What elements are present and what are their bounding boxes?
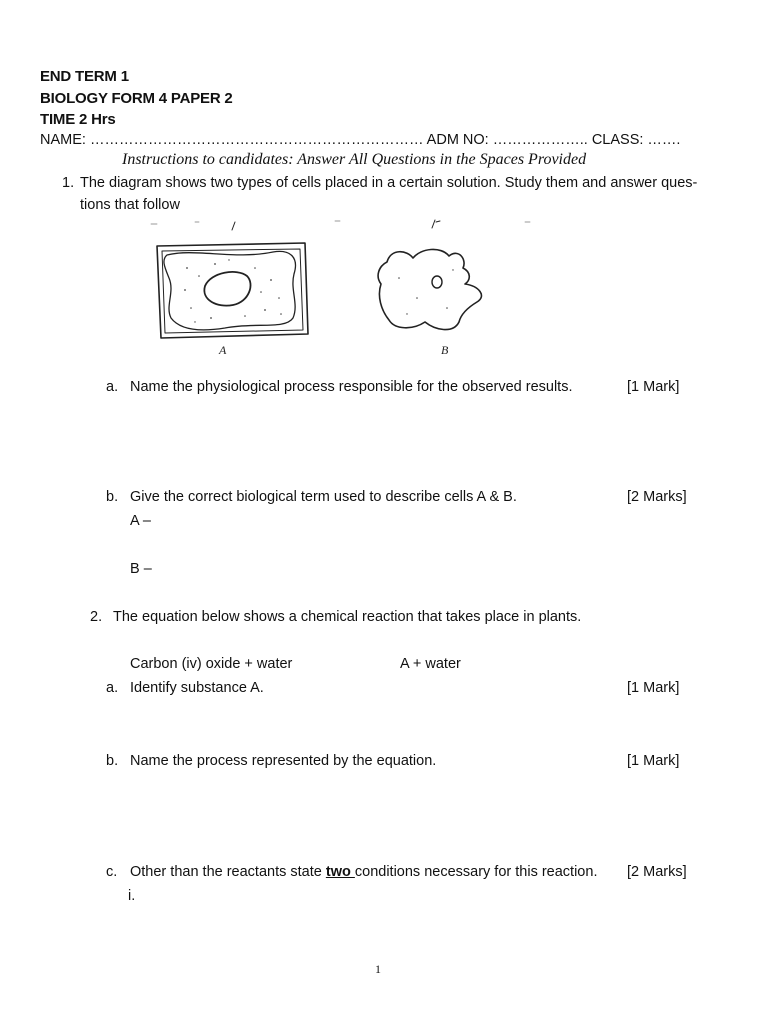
q1-number: 1. xyxy=(62,175,75,191)
q1b-marks: [2 Marks] xyxy=(627,489,687,505)
q2-text: The equation below shows a chemical reaction that takes place in plants. xyxy=(113,609,582,625)
q1b-answer-a: A – xyxy=(130,513,151,529)
q1a-label: a. xyxy=(106,379,119,395)
q2-number: 2. xyxy=(90,609,103,625)
q1-text-line1: The diagram shows two types of cells placed in a certain solution. Study them and answer ques- xyxy=(80,175,698,191)
q2b-text: Name the process represented by the equation. xyxy=(130,753,437,769)
q1b-label: b. xyxy=(106,489,119,505)
q1b-answer-b: B – xyxy=(130,561,152,577)
student-details-line: NAME: …………………………………………………………… ADM NO: ……………….. CLASS: ……. xyxy=(40,132,681,148)
instructions: Instructions to candidates: Answer All Questions in the Spaces Provided xyxy=(122,151,587,168)
q1a-marks: [1 Mark] xyxy=(627,379,680,395)
q2c-label: c. xyxy=(106,864,118,880)
q2a-text: Identify substance A. xyxy=(130,680,264,696)
q2b-marks: [1 Mark] xyxy=(627,753,680,769)
q1a-text: Name the physiological process responsible for the observed results. xyxy=(130,379,573,395)
equation-reactants: Carbon (iv) oxide + water xyxy=(130,656,293,672)
q1-text-line2: tions that follow xyxy=(80,197,180,213)
q2c-emphasis: two xyxy=(325,864,355,880)
q2c-text-after: conditions necessary for this reaction. xyxy=(354,864,598,880)
q1b-text: Give the correct biological term used to describe cells A & B. xyxy=(130,489,517,505)
equation-products: A + water xyxy=(400,656,461,672)
q2c-text xyxy=(130,864,597,880)
q2b-label: b. xyxy=(106,753,119,769)
exam-title: END TERM 1 xyxy=(40,68,129,85)
page-number: 1 xyxy=(375,962,381,976)
q2a-marks: [1 Mark] xyxy=(627,680,680,696)
q2c-sub-i: i. xyxy=(128,888,136,904)
cell-label-a: A xyxy=(219,343,227,357)
q2a-label: a. xyxy=(106,680,119,696)
q2c-text-before: Other than the reactants state xyxy=(130,864,326,880)
cell-diagram xyxy=(95,218,555,368)
exam-duration: TIME 2 Hrs xyxy=(40,111,116,128)
exam-subject: BIOLOGY FORM 4 PAPER 2 xyxy=(40,90,233,107)
q2c-marks: [2 Marks] xyxy=(627,864,687,880)
cell-label-b: B xyxy=(441,343,449,357)
